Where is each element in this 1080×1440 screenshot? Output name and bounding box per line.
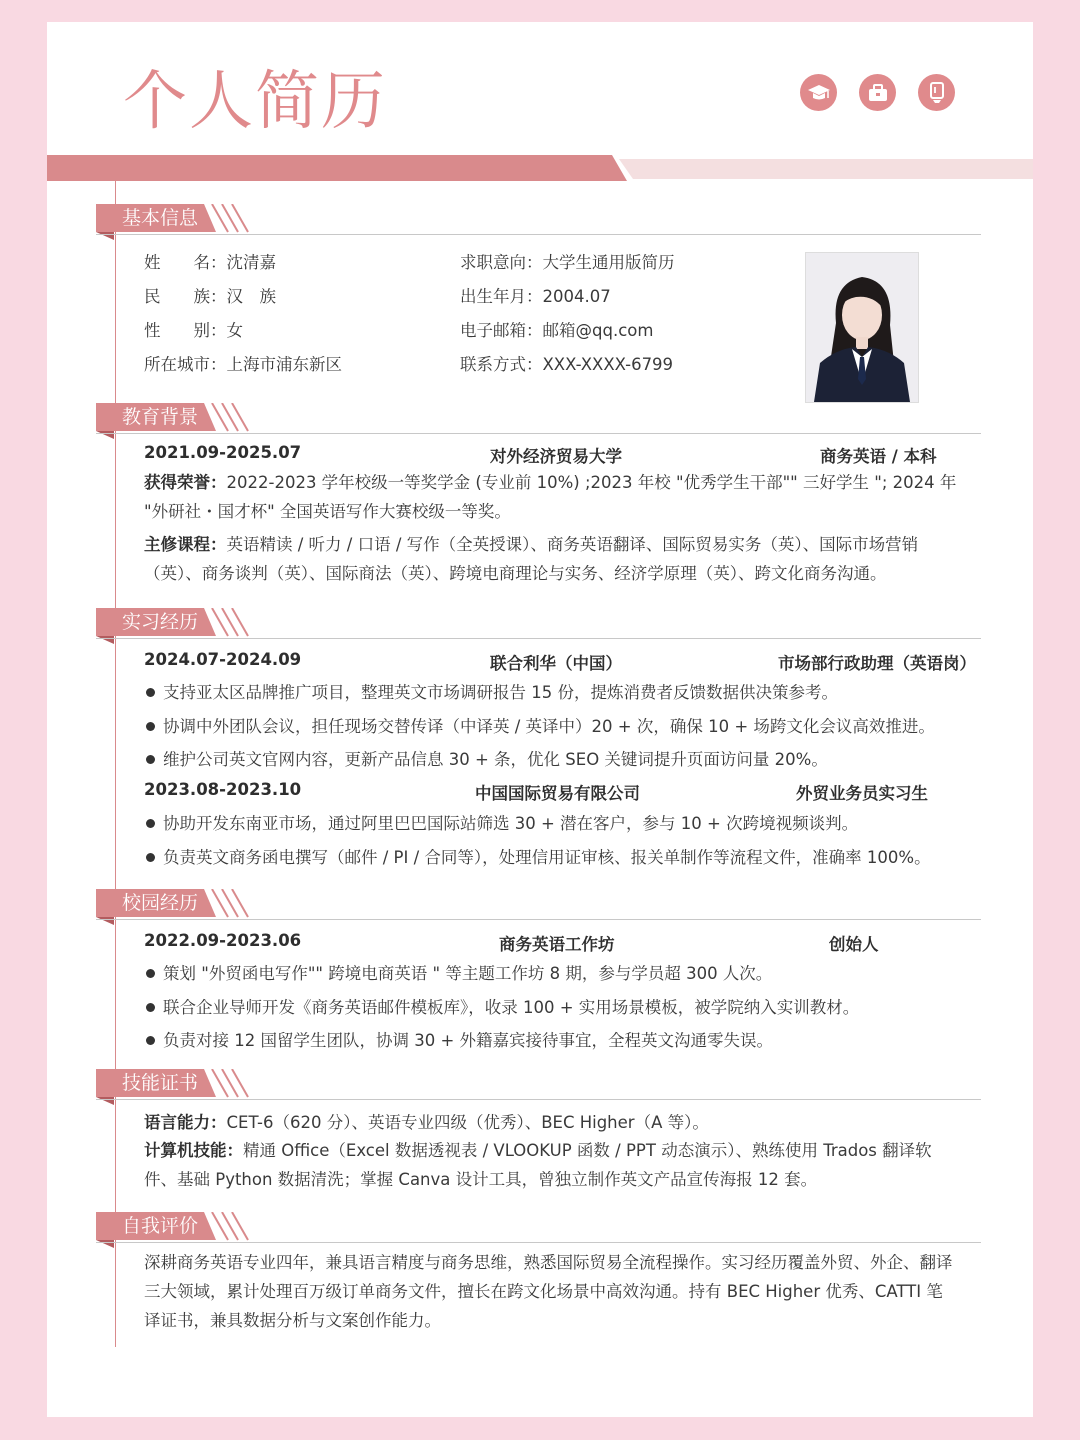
list-item xyxy=(146,960,772,984)
name-value: 沈清嘉 xyxy=(226,253,276,272)
section-rule xyxy=(96,638,981,639)
gender-row xyxy=(144,317,243,341)
computer-label: 计算机技能： xyxy=(144,1141,243,1160)
section-education-header xyxy=(96,403,981,443)
name-row xyxy=(144,249,276,273)
list-item xyxy=(146,810,858,834)
list-item xyxy=(146,713,935,737)
computer-skills xyxy=(144,1136,964,1194)
bullet-dot xyxy=(146,688,155,697)
birth-value: 2004.07 xyxy=(542,287,611,306)
name-label: 姓 名： xyxy=(144,253,227,272)
briefcase-icon xyxy=(859,74,896,111)
honor-label: 获得荣誉： xyxy=(144,473,227,492)
graduation-cap-icon xyxy=(800,74,837,111)
list-item xyxy=(146,746,828,770)
campus-period: 2022.09-2023.06 xyxy=(144,931,302,950)
computer-line-2: 件、基础 Python 数据清洗；掌握 Canva 设计工具，曾独立制作英文产品宣传海报 12 套。 xyxy=(144,1170,818,1189)
education-period: 2021.09-2025.07 xyxy=(144,443,302,462)
self-line-1: 深耕商务英语专业四年，兼具语言精度与商务思维，熟悉国际贸易全流程操作。实习经历覆盖外贸、外企、翻译 xyxy=(144,1253,953,1272)
section-title: 校园经历 xyxy=(122,892,199,914)
section-skills-header xyxy=(96,1069,981,1109)
header-icons xyxy=(800,74,955,111)
bullet-text: 协调中外团队会议，担任现场交替传译（中译英 / 英译中）20 + 次，确保 10 + 场跨文化会议高效推进。 xyxy=(163,717,935,736)
email-row xyxy=(460,317,653,341)
section-basic-header xyxy=(96,204,981,244)
bullet-text: 维护公司英文官网内容，更新产品信息 30 + 条，优化 SEO 关键词提升页面访问量 20%。 xyxy=(163,750,828,769)
ethnic-value: 汉 族 xyxy=(226,287,276,306)
section-self-header xyxy=(96,1212,981,1252)
stripes-decoration xyxy=(208,1212,258,1242)
course-line-1: 英语精读 / 听力 / 口语 / 写作（全英授课）、商务英语翻译、国际贸易实务（英）、国际市场营销 xyxy=(226,535,919,554)
birth-label: 出生年月： xyxy=(460,287,543,306)
section-title: 技能证书 xyxy=(122,1072,199,1094)
section-internship-header xyxy=(96,608,981,648)
profile-photo xyxy=(805,252,919,403)
honor-line-2: "外研社・国才杯" 全国英语写作大赛校级一等奖。 xyxy=(144,502,511,521)
header-band xyxy=(47,155,627,181)
internship-1-company: 联合利华（中国） xyxy=(490,654,622,673)
stripes-decoration xyxy=(208,1069,258,1099)
phone-row xyxy=(460,351,673,375)
section-rule xyxy=(96,1099,981,1100)
language-skills xyxy=(144,1109,709,1133)
section-rule xyxy=(96,433,981,434)
campus-org: 商务英语工作坊 xyxy=(499,935,615,954)
stripes-decoration xyxy=(208,204,258,234)
intent-label: 求职意向： xyxy=(460,253,543,272)
campus-role: 创始人 xyxy=(829,935,879,954)
language-label: 语言能力： xyxy=(144,1113,227,1132)
section-rule xyxy=(96,1242,981,1243)
intent-value: 大学生通用版简历 xyxy=(542,253,675,272)
city-value: 上海市浦东新区 xyxy=(226,355,342,374)
section-rule xyxy=(96,234,981,235)
education-honors xyxy=(144,468,964,526)
stripes-decoration xyxy=(208,889,258,919)
bullet-dot xyxy=(146,819,155,828)
internship-2-role: 外贸业务员实习生 xyxy=(796,784,928,803)
internship-2-company: 中国国际贸易有限公司 xyxy=(475,784,640,803)
self-evaluation xyxy=(144,1248,964,1335)
timeline-line xyxy=(115,181,116,1347)
section-title: 实习经历 xyxy=(122,611,199,633)
list-item xyxy=(146,844,931,868)
bullet-dot xyxy=(146,1036,155,1045)
ethnic-label: 民 族： xyxy=(144,287,227,306)
bullet-dot xyxy=(146,853,155,862)
certificate-icon xyxy=(918,74,955,111)
bullet-text: 策划 "外贸函电写作"" 跨境电商英语 " 等主题工作坊 8 期，参与学员超 300 人次。 xyxy=(163,964,773,983)
bullet-dot xyxy=(146,969,155,978)
computer-line-1: 精通 Office（Excel 数据透视表 / VLOOKUP 函数 / PPT 动态演示）、熟练使用 Trados 翻译软 xyxy=(243,1141,932,1160)
education-major: 商务英语 / 本科 xyxy=(820,447,937,466)
stripes-decoration xyxy=(208,403,258,433)
course-line-2: （英）、商务谈判（英）、国际商法（英）、跨境电商理论与实务、经济学原理（英）、跨文化商务沟通。 xyxy=(144,564,887,583)
internship-1-period: 2024.07-2024.09 xyxy=(144,650,302,669)
section-rule xyxy=(96,919,981,920)
language-value: CET-6（620 分）、英语专业四级（优秀）、BEC Higher（A 等）。 xyxy=(226,1113,709,1132)
education-courses xyxy=(144,530,964,588)
city-row xyxy=(144,351,342,375)
gender-label: 性 别： xyxy=(144,321,227,340)
bullet-text: 协助开发东南亚市场，通过阿里巴巴国际站筛选 30 + 潜在客户，参与 10 + 次跨境视频谈判。 xyxy=(163,814,859,833)
stripes-decoration xyxy=(208,608,258,638)
bullet-dot xyxy=(146,755,155,764)
bullet-text: 负责对接 12 国留学生团队，协调 30 + 外籍嘉宾接待事宜，全程英文沟通零失误。 xyxy=(163,1031,774,1050)
city-label: 所在城市： xyxy=(144,355,227,374)
list-item xyxy=(146,679,838,703)
internship-2-period: 2023.08-2023.10 xyxy=(144,780,302,799)
email-label: 电子邮箱： xyxy=(460,321,543,340)
page-title: 个人简历 xyxy=(123,65,387,139)
self-line-3: 译证书，兼具数据分析与文案创作能力。 xyxy=(144,1311,441,1330)
section-title: 教育背景 xyxy=(122,406,199,428)
birth-row xyxy=(460,283,611,307)
section-campus-header xyxy=(96,889,981,929)
header-band-light xyxy=(619,159,1033,179)
internship-1-role: 市场部行政助理（英语岗） xyxy=(778,654,976,673)
bullet-text: 支持亚太区品牌推广项目，整理英文市场调研报告 15 份，提炼消费者反馈数据供决策参考。 xyxy=(163,683,838,702)
phone-value: XXX-XXXX-6799 xyxy=(542,355,674,374)
list-item xyxy=(146,1027,773,1051)
bullet-text: 联合企业导师开发《商务英语邮件模板库》，收录 100 + 实用场景模板，被学院纳入实训教材。 xyxy=(163,998,860,1017)
course-label: 主修课程： xyxy=(144,535,227,554)
section-title: 自我评价 xyxy=(122,1215,199,1237)
bullet-dot xyxy=(146,722,155,731)
ethnic-row xyxy=(144,283,276,307)
intent-row xyxy=(460,249,675,273)
section-title: 基本信息 xyxy=(122,207,199,229)
resume-page xyxy=(47,22,1033,1417)
phone-label: 联系方式： xyxy=(460,355,543,374)
list-item xyxy=(146,994,859,1018)
honor-line-1: 2022-2023 学年校级一等奖学金 (专业前 10%) ;2023 年校 "优秀学生干部"" 三好学生 "; 2024 年 xyxy=(226,473,957,492)
bullet-text: 负责英文商务函电撰写（邮件 / PI / 合同等），处理信用证审核、报关单制作等流程文件，准确率 100%。 xyxy=(163,848,931,867)
self-line-2: 三大领域，累计处理百万级订单商务文件，擅长在跨文化场景中高效沟通。持有 BEC Higher 优秀、CATTI 笔 xyxy=(144,1282,943,1301)
education-school: 对外经济贸易大学 xyxy=(490,447,622,466)
bullet-dot xyxy=(146,1003,155,1012)
email-value: 邮箱@qq.com xyxy=(542,321,654,340)
gender-value: 女 xyxy=(226,321,243,340)
